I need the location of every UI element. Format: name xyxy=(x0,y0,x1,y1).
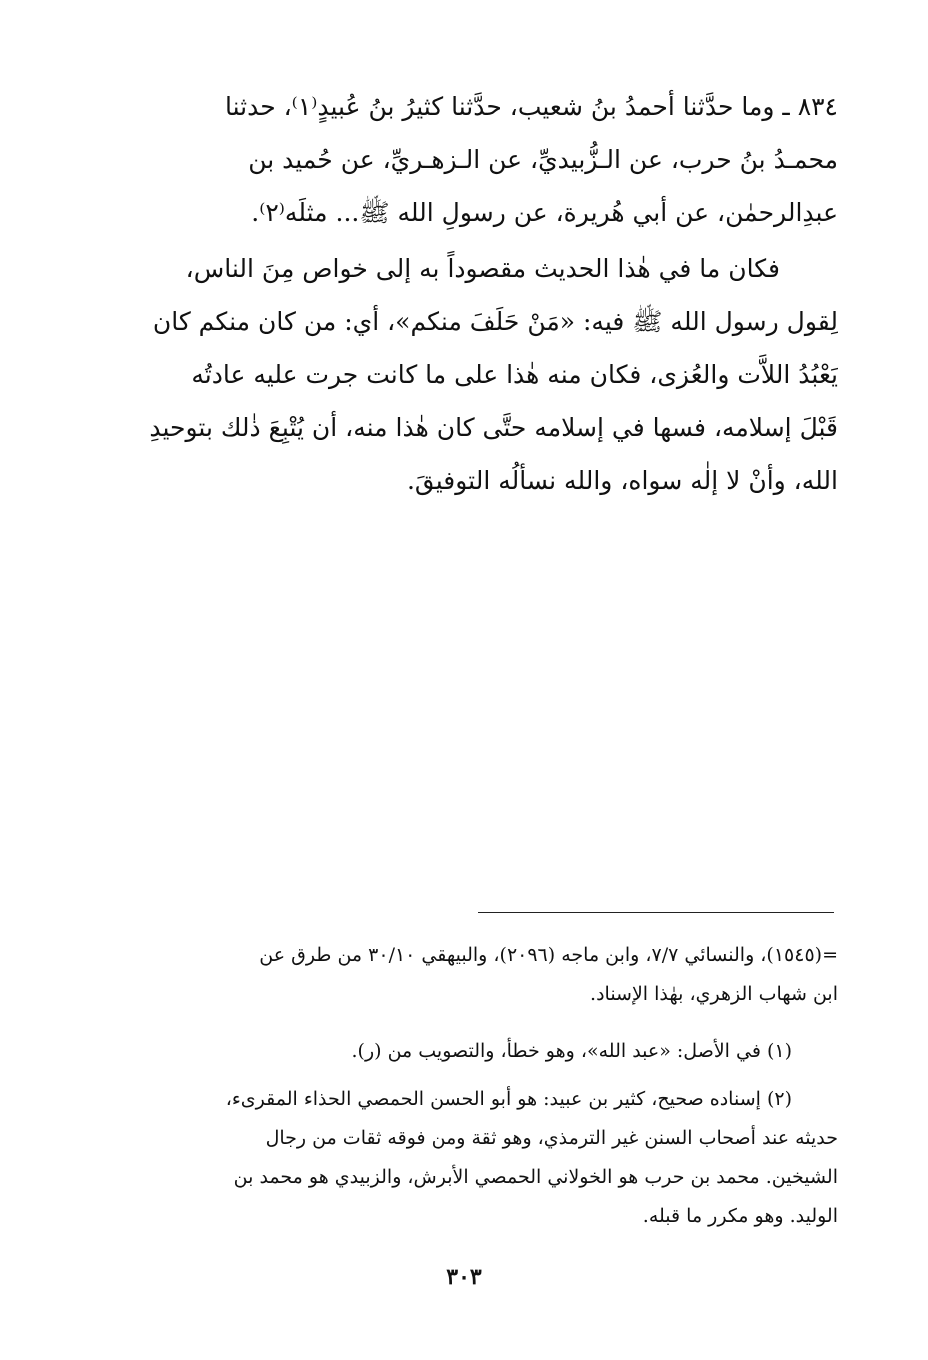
commentary-line: قَبْلَ إسلامه، فسها في إسلامه حتَّى كان هٰذا منه، أن يُتْبِعَ ذٰلك بتوحيدِ xyxy=(149,413,838,442)
commentary-paragraph xyxy=(120,242,838,507)
commentary-line: الله، وأنْ لا إلٰه سواه، والله نسألُه التوفيقَ. xyxy=(406,466,838,495)
hadith-line: عبدِالرحمٰن، عن أبي هُريرة، عن رسولِ الله ﷺ... مثلَه⁽٢⁾. xyxy=(251,198,838,227)
footnote-1 xyxy=(120,1032,838,1071)
footnote-line: الشيخين. محمد بن حرب هو الخولاني الحمصي الأبرش، والزبيدي هو محمد بن xyxy=(233,1166,838,1188)
footnote-line: ابن شهاب الزهري، بهٰذا الإسناد. xyxy=(590,983,838,1005)
commentary-line: لِقول رسول الله ﷺ فيه: «مَنْ حَلَفَ منكم»، أي: من كان منكم كان xyxy=(152,307,838,336)
commentary-line: يَعْبُدُ اللاَّت والعُزى، فكان منه هٰذا على ما كانت جرت عليه عادتُه xyxy=(191,360,838,389)
footnote-line: الوليد. وهو مكرر ما قبله. xyxy=(642,1205,838,1227)
footnote-line: (١) في الأصل: «عبد الله»، وهو خطأ، والتصويب من (ر). xyxy=(351,1040,792,1062)
page-number: ٣٠٣ xyxy=(446,1264,482,1290)
footnote-line: (٢) إسناده صحيح، كثير بن عبيد: هو أبو الحسن الحمصي الحذاء المقرىء، xyxy=(225,1088,792,1110)
footnote-2 xyxy=(120,1080,838,1236)
hadith-line: محمـدُ بنُ حرب، عن الـزُّبيديِّ، عن الـزهـريِّ، عن حُميد بن xyxy=(248,145,838,174)
hadith-834 xyxy=(120,80,838,239)
commentary-line: فكان ما في هٰذا الحديث مقصوداً به إلى خواص مِنَ الناس، xyxy=(185,254,780,283)
hadith-line: ٨٣٤ ـ وما حدَّثنا أحمدُ بنُ شعيب، حدَّثنا كثيرُ بنُ عُبيدٍ⁽١⁾، حدثنا xyxy=(224,92,838,121)
footnote-continuation xyxy=(120,936,838,1014)
footnote-line: حديثه عند أصحاب السنن غير الترمذي، وهو ثقة ومن فوقه ثقات من رجال xyxy=(265,1127,838,1149)
footnote-separator xyxy=(478,912,834,913)
footnote-line: =(١٥٤٥)، والنسائي ٧/٧، وابن ماجه (٢٠٩٦)، والبيهقي ٣٠/١٠ من طرق عن xyxy=(259,944,838,966)
